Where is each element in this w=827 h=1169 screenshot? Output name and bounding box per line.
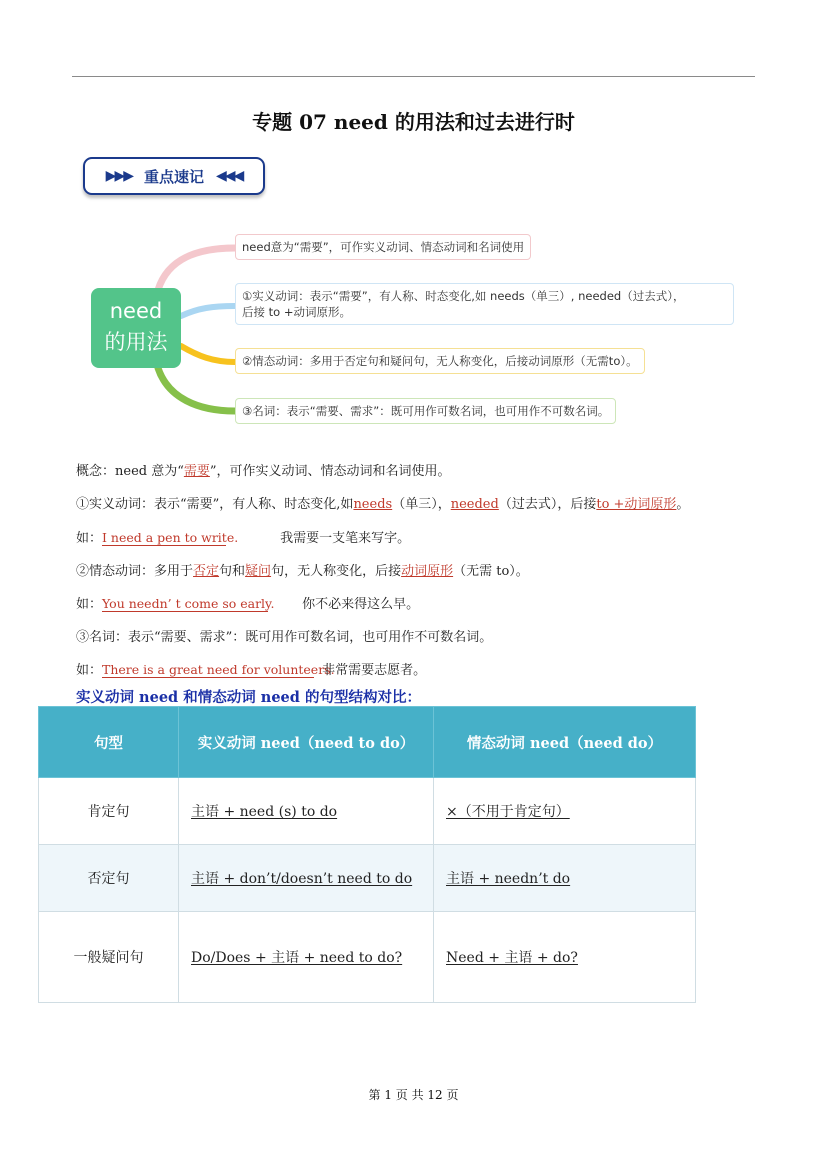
cell-main-negative: [179, 845, 434, 912]
noun-line: ③名词：表示“需要、需求”：既可用作可数名词，也可用作不可数名词。: [76, 630, 493, 645]
table-header-row: [39, 707, 696, 778]
table-row: [39, 845, 696, 912]
mindmap-node-main-verb-line1: ①实义动词：表示“需要”，有人称、时态变化,如 needs（单三）, needed（过去式），: [242, 289, 685, 303]
banner-label: 重点速记: [143, 167, 204, 186]
example-prefix: 如：: [76, 597, 103, 612]
cell-text: Need + 主语 + do?: [446, 950, 578, 966]
verb-mid1: （单三），: [392, 497, 451, 512]
comparison-heading: 实义动词 need 和情态动词 need 的句型结构对比：: [76, 689, 421, 706]
verb-end: 。: [676, 497, 690, 512]
comparison-table: [38, 706, 696, 1003]
header-sentence-type: 句型: [39, 707, 179, 778]
cell-text: 主语 + don’t/doesn’t need to do: [191, 871, 413, 887]
modal-answer-negative: 否定: [193, 564, 220, 579]
cell-modal-question: [434, 912, 696, 1003]
modal-mid2: 句，无人称变化，后接: [271, 564, 402, 579]
concept-suffix: ”，可作实义动词、情态动词和名词使用。: [209, 464, 451, 479]
example-prefix: 如：: [76, 531, 103, 546]
example-cn-2: 你不必来得这么早。: [302, 597, 420, 612]
mindmap-node-modal-verb: ②情态动词：多用于否定句和疑问句，无人称变化，后接动词原形（无需to）。: [235, 348, 645, 374]
modal-prefix: ②情态动词：多用于: [76, 564, 194, 579]
cell-text: Do/Does + 主语 + need to do?: [191, 950, 403, 966]
mindmap-center-line2: 的用法: [104, 330, 168, 354]
example-en-1: I need a pen to write.: [102, 530, 239, 545]
row-label-question: 一般疑问句: [39, 912, 179, 1003]
mindmap-node-noun: ③名词：表示“需要、需求”：既可用作可数名词，也可用作不可数名词。: [235, 398, 616, 424]
header-rule: [72, 76, 755, 77]
row-label-affirmative: 肯定句: [39, 778, 179, 845]
modal-answer-base-form: 动词原形: [401, 564, 454, 579]
mindmap: [88, 228, 748, 433]
verb-answer-needs: needs: [353, 497, 393, 512]
verb-answer-to-do: to +动词原形: [596, 497, 677, 512]
cell-modal-affirmative: [434, 778, 696, 845]
example-cn-3: 非常需要志愿者。: [322, 663, 427, 678]
example-en-3: There is a great need for volunteers.: [102, 662, 335, 677]
mindmap-node-main-verb: [235, 283, 734, 325]
triple-right-arrow-icon: ▶▶▶: [105, 168, 132, 184]
modal-answer-question: 疑问: [245, 564, 272, 579]
header-modal-verb: 情态动词 need（need do）: [434, 707, 696, 778]
concept-line: [76, 460, 451, 479]
triple-left-arrow-icon: ◀◀◀: [216, 168, 243, 184]
cell-text: 主语 + needn’t do: [446, 871, 571, 887]
mindmap-center-node: [91, 288, 181, 368]
verb-prefix: ①实义动词：表示“需要”，有人称、时态变化,如: [76, 497, 354, 512]
cell-main-affirmative: [179, 778, 434, 845]
mindmap-node-overview: need意为“需要”，可作实义动词、情态动词和名词使用: [235, 234, 531, 260]
cell-main-question: [179, 912, 434, 1003]
table-row: [39, 778, 696, 845]
main-verb-line: [76, 493, 689, 512]
verb-mid2: （过去式），后接: [498, 497, 597, 512]
example-line-3: [76, 659, 426, 678]
cell-text: ×（不用于肯定句）: [446, 804, 570, 820]
verb-answer-needed: needed: [450, 497, 499, 512]
modal-end: （无需 to）。: [453, 564, 529, 579]
page-footer: 第 1 页 共 12 页: [368, 1088, 459, 1102]
mindmap-node-main-verb-line2: 后接 to +动词原形。: [242, 305, 351, 319]
example-cn-1: 我需要一支笔来写字。: [280, 531, 411, 546]
page-title: 专题 07 need 的用法和过去进行时: [252, 110, 575, 134]
section-banner: [83, 157, 265, 195]
table-row: [39, 912, 696, 1003]
mindmap-center-line1: need: [109, 299, 163, 323]
modal-mid1: 句和: [219, 564, 246, 579]
concept-prefix: 概念：need 意为“: [76, 464, 184, 479]
concept-answer: 需要: [183, 464, 210, 479]
header-main-verb: 实义动词 need（need to do）: [179, 707, 434, 778]
row-label-negative: 否定句: [39, 845, 179, 912]
modal-verb-line: [76, 560, 529, 579]
example-line-2: [76, 593, 419, 612]
example-prefix: 如：: [76, 663, 103, 678]
example-en-2: You needn’ t come so early.: [102, 596, 275, 611]
cell-modal-negative: [434, 845, 696, 912]
example-line-1: [76, 527, 410, 546]
cell-text: 主语 + need (s) to do: [191, 804, 338, 820]
